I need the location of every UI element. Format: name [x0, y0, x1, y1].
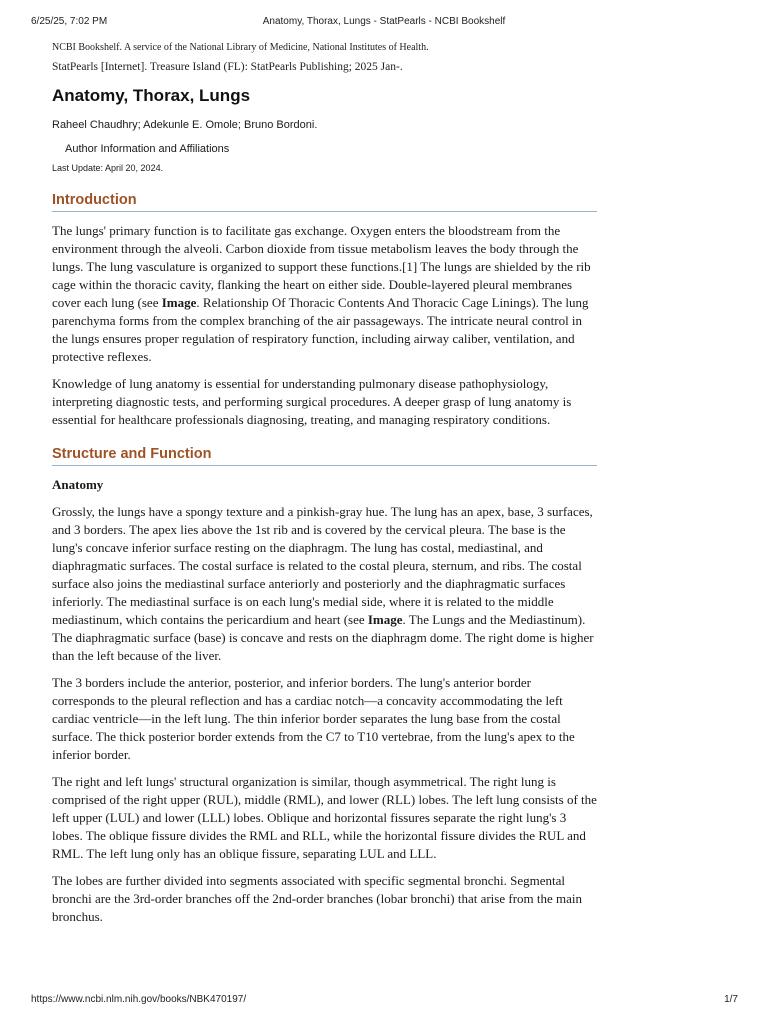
page-url: https://www.ncbi.nlm.nih.gov/books/NBK470197/ [31, 994, 247, 1005]
intro-p1-text-a: The lungs' primary function is to facilitate gas exchange. Oxygen enters the bloodstream from the environment through the alveoli. Carbon dioxide from tissue metabolism leaves the body through the lungs. The lung vasculature is organized to support these functions.[1] The lungs are shielded by the rib cage within the thoracic cavity, flanking the heart on either side. Double-layered pleural membranes cover each lung (see [52, 223, 591, 310]
structure-p1-text-a: Grossly, the lungs have a spongy texture and a pinkish-gray hue. The lung has an apex, base, 3 surfaces, and 3 borders. The apex lies above the 1st rib and is covered by the cervical pleura. The base is the lung's concave inferior surface resting on the diaphragm. The lung has costal, mediastinal, and diaphragmatic surfaces. The costal surface is related to the costal pleura, sternum, and ribs. The costal surface also joins the mediastinal surface anteriorly and posteriorly and the diaphragmatic surfaces inferiorly. The mediastinal surface is on each lung's medial side, where it is related to the middle mediastinum, which contains the pericardium and heart (see [52, 504, 593, 627]
section-heading-structure: Structure and Function [52, 445, 597, 466]
article-content [52, 41, 597, 935]
structure-paragraph-1 [52, 503, 597, 665]
image-reference-link[interactable]: Image [367, 612, 403, 627]
intro-p1-text-b: . Relationship Of Thoracic Contents And Thoracic Cage Linings). The lung parenchyma forms from the complex branching of the air passageways. The intricate neural control in the lungs ensures proper regulation of respiratory function, including airway caliber, ventilation, and protective reflexes. [52, 295, 589, 364]
author-affiliations-link[interactable]: Author Information and Affiliations [65, 143, 230, 155]
print-date: 6/25/25, 7:02 PM [31, 16, 108, 27]
intro-paragraph-1 [52, 222, 597, 366]
image-reference-link[interactable]: Image [161, 295, 197, 310]
print-page-title: Anatomy, Thorax, Lungs - StatPearls - NCBI Bookshelf [262, 16, 506, 27]
structure-p1-text-b: . The Lungs and the Mediastinum). The diaphragmatic surface (base) is concave and rests on the diaphragm dome. The right dome is higher than the left because of the liver. [52, 612, 594, 663]
citation: StatPearls [Internet]. Treasure Island (FL): StatPearls Publishing; 2025 Jan-. [52, 61, 403, 73]
intro-paragraph-2: Knowledge of lung anatomy is essential for understanding pulmonary disease pathophysiology, interpreting diagnostic tests, and performing surgical procedures. A deeper grasp of lung anatomy is essential for healthcare professionals diagnosing, treating, and managing respiratory conditions. [52, 376, 572, 427]
last-update: Last Update: April 20, 2024. [52, 163, 164, 173]
page-number: 1/7 [724, 994, 738, 1005]
print-header [0, 16, 768, 30]
structure-paragraph-3: The right and left lungs' structural organization is similar, though asymmetrical. The right lung is comprised of the right upper (RUL), middle (RML), and lower (RLL) lobes. The left lung consists of the left upper (LUL) and lower (LLL) lobes. Oblique and horizontal fissures separate the right lung's 3 lobes. The oblique fissure divides the RML and RLL, while the horizontal fissure divides the RUL and RML. The left lung only has an oblique fissure, separating LUL and LLL. [52, 774, 597, 861]
author-list: Raheel Chaudhry; Adekunle E. Omole; Bruno Bordoni. [52, 119, 318, 131]
structure-paragraph-4: The lobes are further divided into segments associated with specific segmental bronchi. Segmental bronchi are the 3rd-order branches off the 2nd-order branches (lobar bronchi) that arise from the main bronchus. [52, 873, 583, 924]
print-footer [0, 994, 768, 1008]
bookshelf-notice: NCBI Bookshelf. A service of the National Library of Medicine, National Institutes of Health. [52, 42, 429, 53]
page-title: Anatomy, Thorax, Lungs [52, 86, 251, 105]
subheading-anatomy: Anatomy [52, 477, 104, 492]
section-heading-introduction: Introduction [52, 191, 597, 212]
structure-paragraph-2: The 3 borders include the anterior, posterior, and inferior borders. The lung's anterior border corresponds to the pleural reflection and has a cardiac notch—a concavity accommodating the left cardiac ventricle—in the left lung. The thin inferior border separates the lung base from the costal surface. The thick posterior border extends from the C7 to T10 vertebrae, from the lung's apex to the inferior border. [52, 675, 575, 762]
